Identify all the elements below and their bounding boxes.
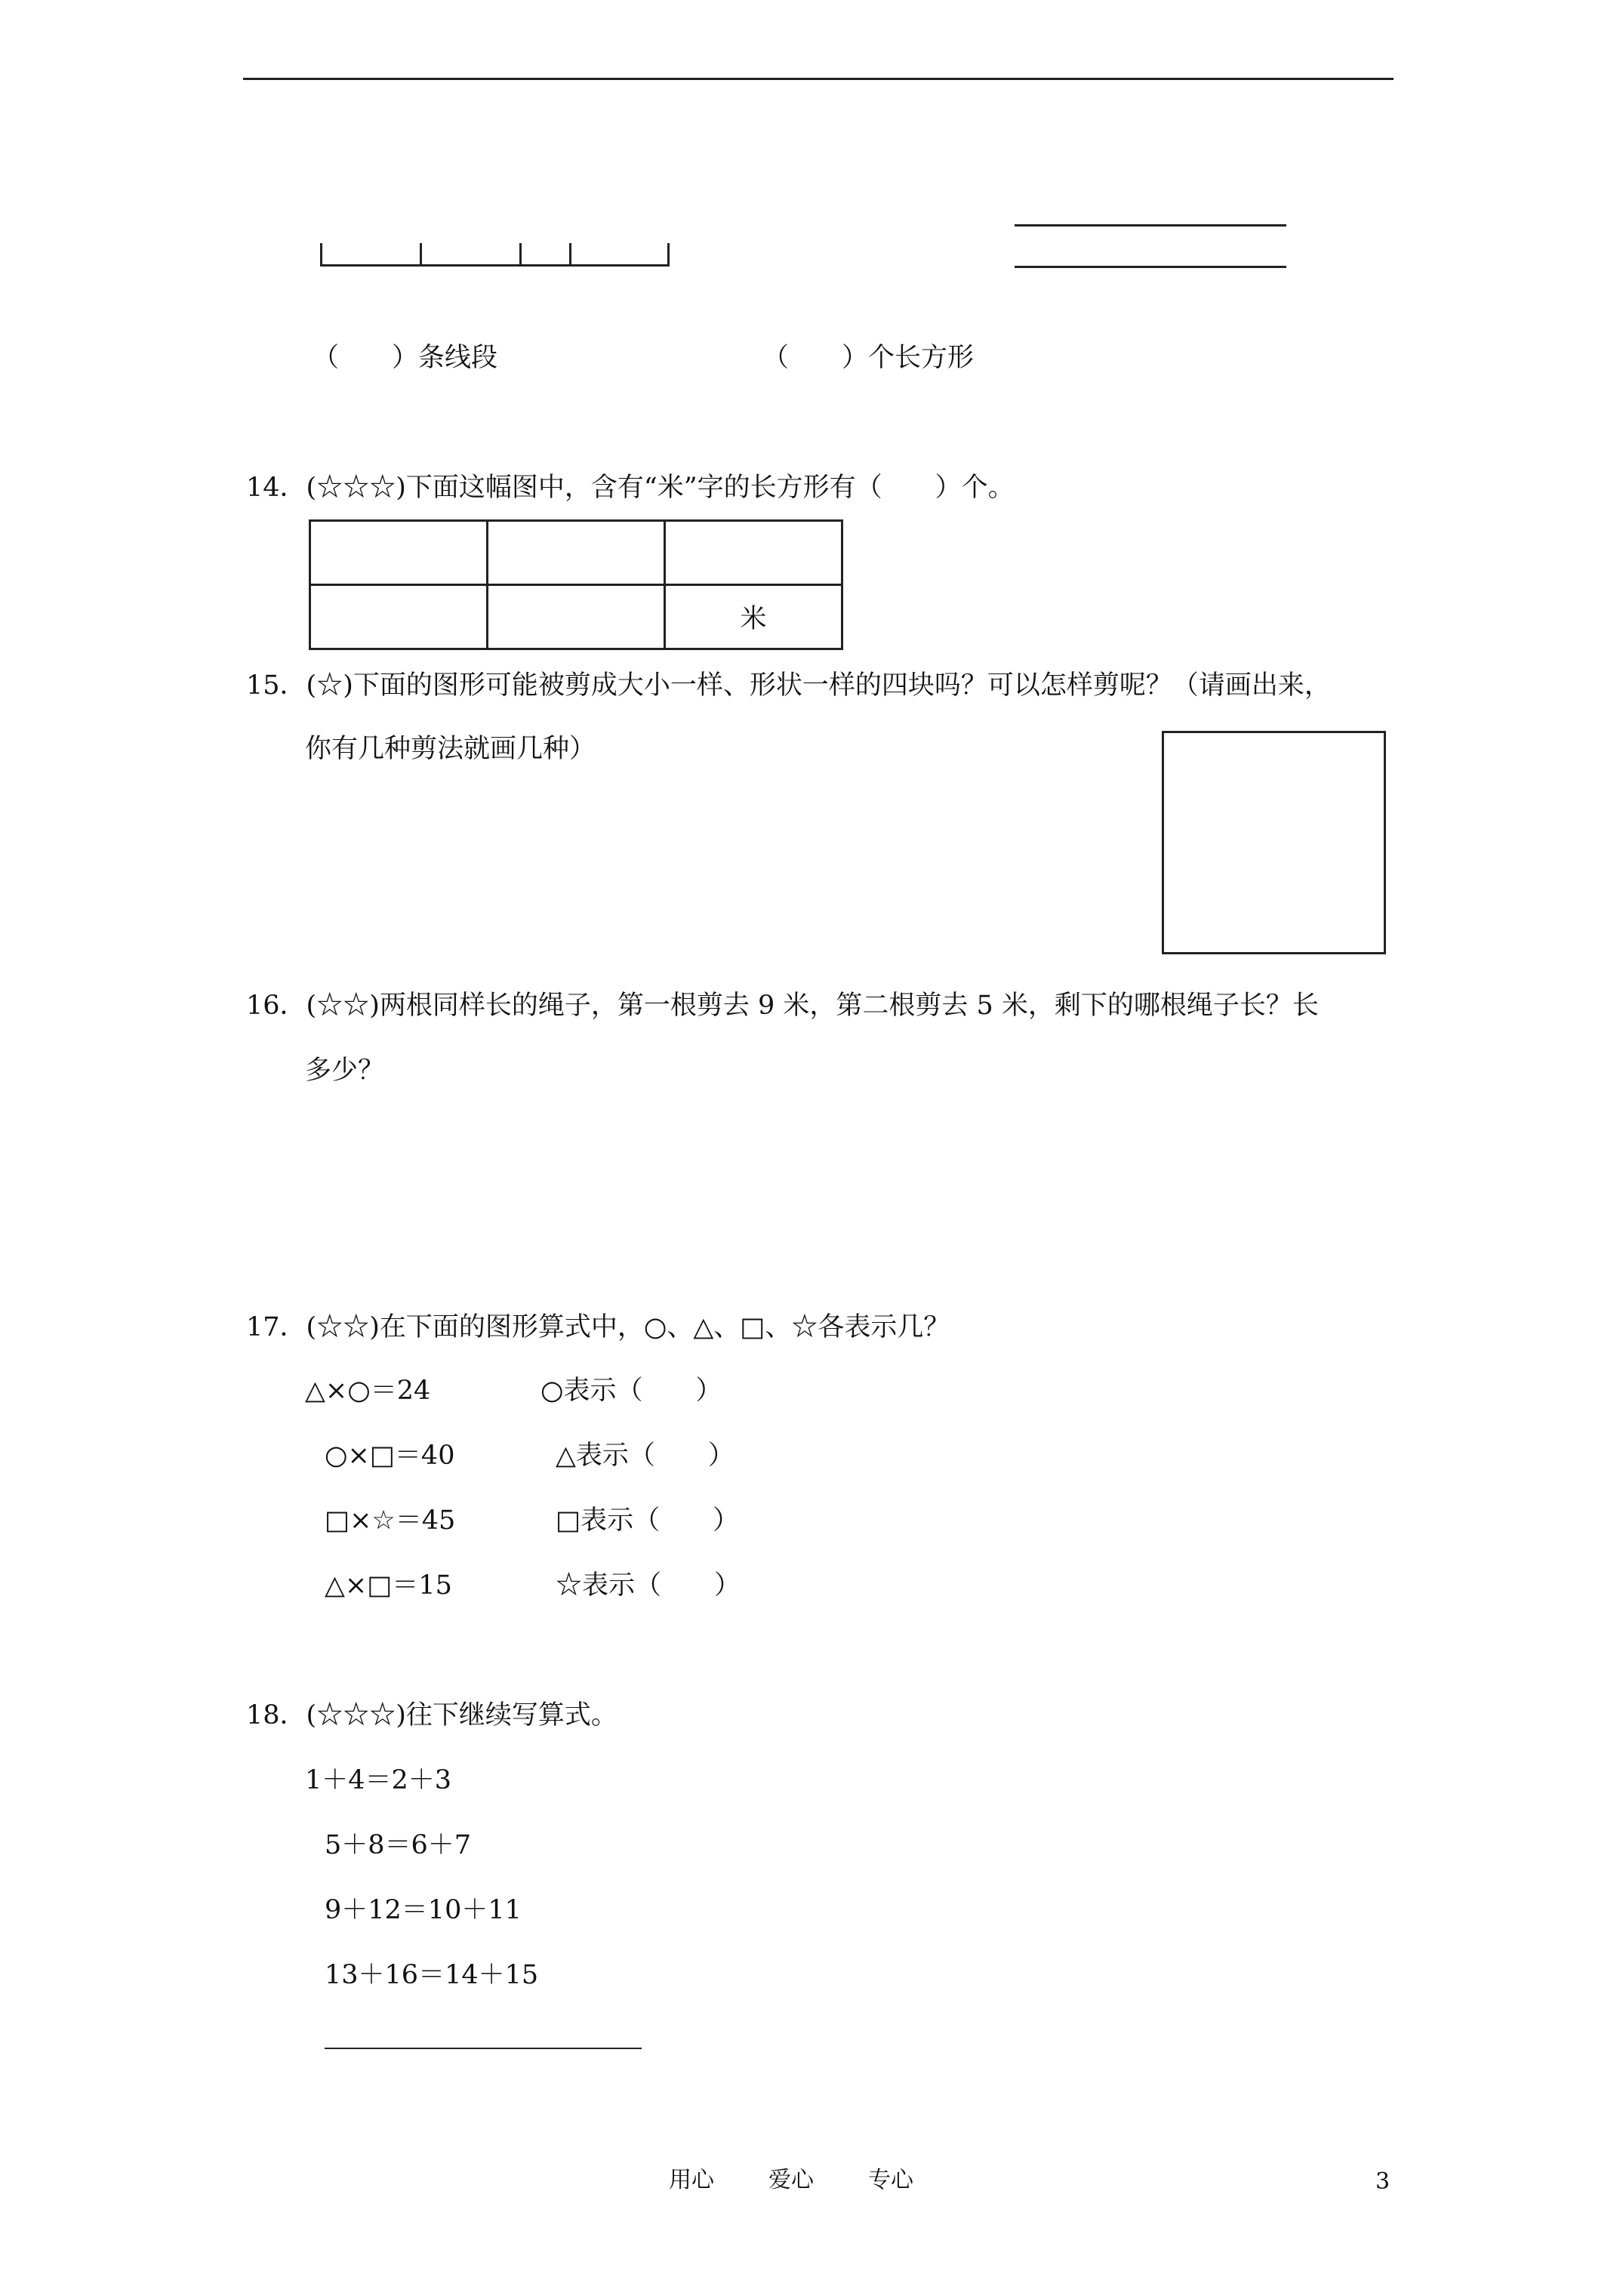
grid-row: [310, 585, 842, 649]
grid-cell: 米: [665, 585, 842, 649]
q13-right-label: （ ）个长方形: [762, 343, 975, 373]
q15-square: [1162, 731, 1386, 954]
q18-row: 9＋12＝10＋11: [325, 1895, 522, 1925]
q18-row: 13＋16＝14＋15: [325, 1960, 539, 1990]
q17-eq: ○×□＝40: [325, 1441, 455, 1471]
header-rule: [243, 78, 1394, 80]
q13-left-label: （ ）条线段: [313, 343, 498, 373]
q18-row: 5＋8＝6＋7: [325, 1830, 472, 1860]
q15-line1: 15．(☆)下面的图形可能被剪成大小一样、形状一样的四块吗？可以怎样剪呢？（请画出来，: [246, 670, 1331, 701]
q17-eq: □×☆＝45: [325, 1505, 456, 1536]
q18-row: 1＋4＝2＋3: [305, 1765, 452, 1795]
grid-cell: [488, 521, 665, 585]
grid-cell: [310, 521, 488, 585]
q15-line2: 你有几种剪法就画几种）: [305, 734, 596, 764]
footer-item: 专心: [868, 2167, 913, 2193]
q16-line1: 16．(☆☆)两根同样长的绳子，第一根剪去 9 米，第二根剪去 5 米，剩下的哪根绳子长？长: [246, 991, 1319, 1021]
q18-title: 18．(☆☆☆)往下继续写算式。: [246, 1700, 617, 1730]
q16-line2: 多少？: [305, 1056, 385, 1086]
page-number: 3: [1375, 2168, 1390, 2195]
q14-grid: [309, 519, 843, 650]
q17-ans: ☆表示（ ）: [556, 1570, 741, 1601]
grid-cell: [310, 585, 488, 649]
q17-eq: △×□＝15: [325, 1570, 452, 1601]
footer-item: 爱心: [768, 2167, 814, 2193]
q17-ans: △表示（ ）: [556, 1441, 735, 1471]
grid-cell: [665, 521, 842, 585]
q18-answer-line: [325, 2048, 642, 2049]
footer-item: 用心: [669, 2167, 714, 2193]
q17-ans: ○表示（ ）: [540, 1376, 722, 1406]
q17-eq: △×○＝24: [305, 1376, 431, 1406]
q14-text: 14．(☆☆☆)下面这幅图中，含有“米”字的长方形有（ ）个。: [246, 473, 1015, 503]
q17-ans: □表示（ ）: [556, 1505, 740, 1536]
grid-cell: [488, 585, 665, 649]
grid-row: [310, 521, 842, 585]
q17-title: 17．(☆☆)在下面的图形算式中，○、△、□、☆各表示几？: [246, 1312, 950, 1342]
